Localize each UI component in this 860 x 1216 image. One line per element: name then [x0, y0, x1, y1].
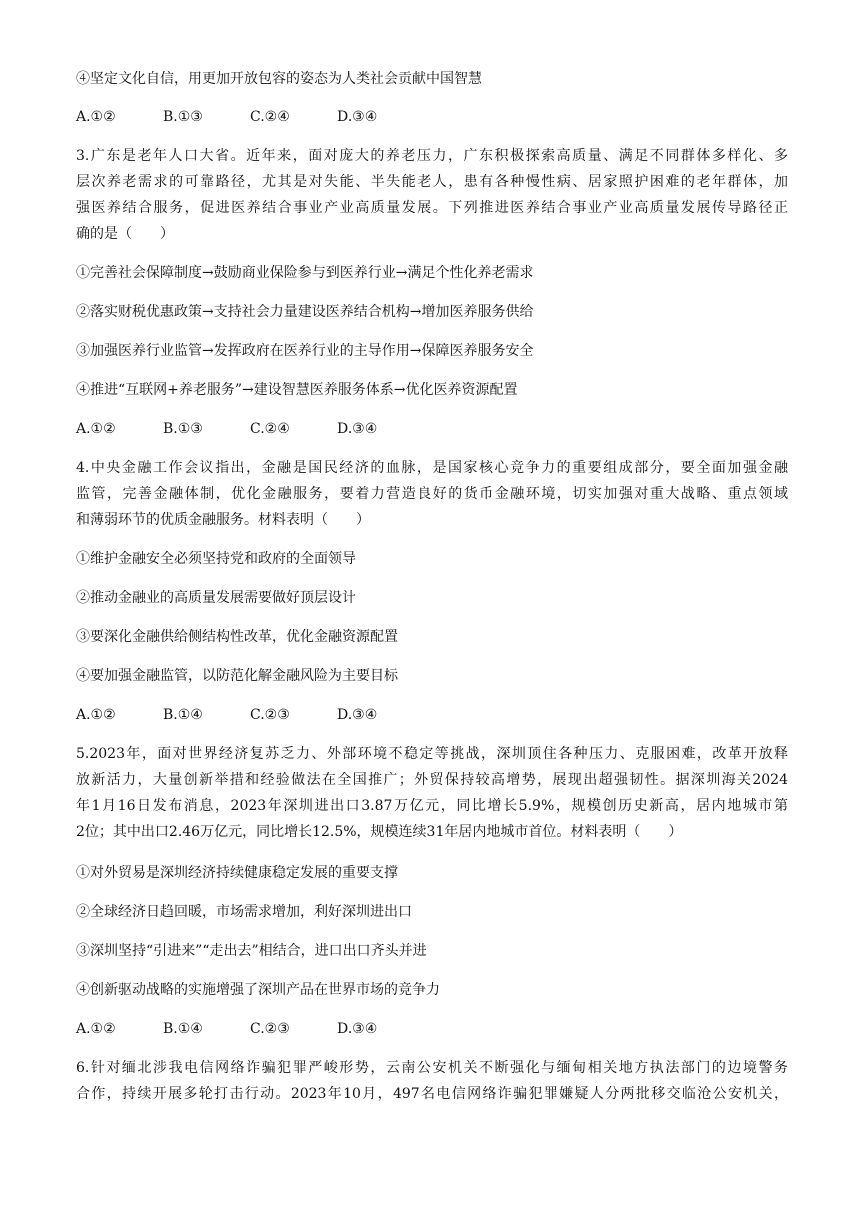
q5-option-c: C.②③: [250, 1021, 290, 1037]
q4-option-c: C.②③: [250, 707, 290, 723]
q4-option-b: B.①④: [163, 707, 203, 723]
q3-stem-line-4: 确的是（ ）: [76, 226, 174, 242]
q5-item-1: ①对外贸易是深圳经济持续健康稳定发展的重要支撑: [76, 865, 398, 881]
q4-option-a: A.①②: [76, 707, 116, 723]
q2-option-c: C.②④: [250, 109, 290, 125]
q5-stem-line-2: 放新活力，大量创新举措和经验做法在全国推广；外贸保持较高增势，展现出超强韧性。据深圳海关2024: [76, 772, 788, 788]
q4-options: [76, 705, 788, 725]
q4-stem-line-3: 和薄弱环节的优质金融服务。材料表明（ ）: [76, 512, 370, 528]
q4-stem-line-2: 监管，完善金融体制，优化金融服务，要着力营造良好的货币金融环境，切实加强对重大战略、重点领域: [76, 486, 788, 502]
q3-item-1: ①完善社会保障制度→鼓励商业保险参与到医养行业→满足个性化养老需求: [76, 265, 534, 281]
q2-option-b: B.①③: [163, 109, 203, 125]
q3-options: [76, 419, 788, 439]
q3-item-2: ②落实财税优惠政策→支持社会力量建设医养结合机构→增加医养服务供给: [76, 304, 534, 320]
q4-item-2: ②推动金融业的高质量发展需要做好顶层设计: [76, 590, 356, 606]
q3-option-a: A.①②: [76, 421, 116, 437]
q3-item-3: ③加强医养行业监管→发挥政府在医养行业的主导作用→保障医养服务安全: [76, 343, 534, 359]
q3-stem-line-2: 层次养老需求的可靠路径，尤其是对失能、半失能老人，患有各种慢性病、居家照护困难的老年群体，加: [76, 174, 788, 190]
q6-stem-line-2: 合作，持续开展多轮打击行动。2023年10月，497名电信网络诈骗犯罪嫌疑人分两批移交临沧公安机关，: [76, 1086, 788, 1102]
q5-stem-line-4: 2位；其中出口2.46万亿元，同比增长12.5%，规模连续31年居内地城市首位。材料表明（ ）: [76, 824, 683, 840]
q2-item-4: ④坚定文化自信，用更加开放包容的姿态为人类社会贡献中国智慧: [76, 71, 482, 87]
q5-option-a: A.①②: [76, 1021, 116, 1037]
q5-stem-line-1: 5.2023年，面对世界经济复苏乏力、外部环境不稳定等挑战，深圳顶住各种压力、克服困难，改革开放释: [76, 746, 788, 762]
q5-item-3: ③深圳坚持“引进来”“走出去”相结合，进口出口齐头并进: [76, 943, 427, 959]
q5-item-2: ②全球经济日趋回暖，市场需求增加，利好深圳进出口: [76, 904, 412, 920]
q5-stem-line-3: 年1月16日发布消息，2023年深圳进出口3.87万亿元，同比增长5.9%，规模创历史新高，居内地城市第: [76, 798, 788, 814]
q3-item-4: ④推进“互联网+养老服务”→建设智慧医养服务体系→优化医养资源配置: [76, 382, 518, 398]
q2-option-a: A.①②: [76, 109, 116, 125]
q3-option-c: C.②④: [250, 421, 290, 437]
q4-item-4: ④要加强金融监管，以防范化解金融风险为主要目标: [76, 668, 398, 684]
q6-stem-line-1: 6.针对缅北涉我电信网络诈骗犯罪严峻形势，云南公安机关不断强化与缅甸相关地方执法部门的边境警务: [76, 1060, 788, 1076]
q4-stem-line-1: 4.中央金融工作会议指出，金融是国民经济的血脉，是国家核心竞争力的重要组成部分，要全面加强金融: [76, 460, 788, 476]
q3-stem-line-1: 3.广东是老年人口大省。近年来，面对庞大的养老压力，广东积极探索高质量、满足不同群体多样化、多: [76, 148, 788, 164]
q4-item-1: ①维护金融安全必须坚持党和政府的全面领导: [76, 551, 356, 567]
q3-stem-line-3: 强医养结合服务，促进医养结合事业产业高质量发展。下列推进医养结合事业产业高质量发展传导路径正: [76, 200, 788, 216]
q2-options: [76, 107, 788, 127]
q2-option-d: D.③④: [337, 109, 378, 125]
q3-option-d: D.③④: [337, 421, 378, 437]
q3-option-b: B.①③: [163, 421, 203, 437]
q4-option-d: D.③④: [337, 707, 378, 723]
q4-item-3: ③要深化金融供给侧结构性改革，优化金融资源配置: [76, 629, 398, 645]
q5-options: [76, 1019, 788, 1039]
q5-item-4: ④创新驱动战略的实施增强了深圳产品在世界市场的竞争力: [76, 982, 440, 998]
q5-option-d: D.③④: [337, 1021, 378, 1037]
q5-option-b: B.①④: [163, 1021, 203, 1037]
